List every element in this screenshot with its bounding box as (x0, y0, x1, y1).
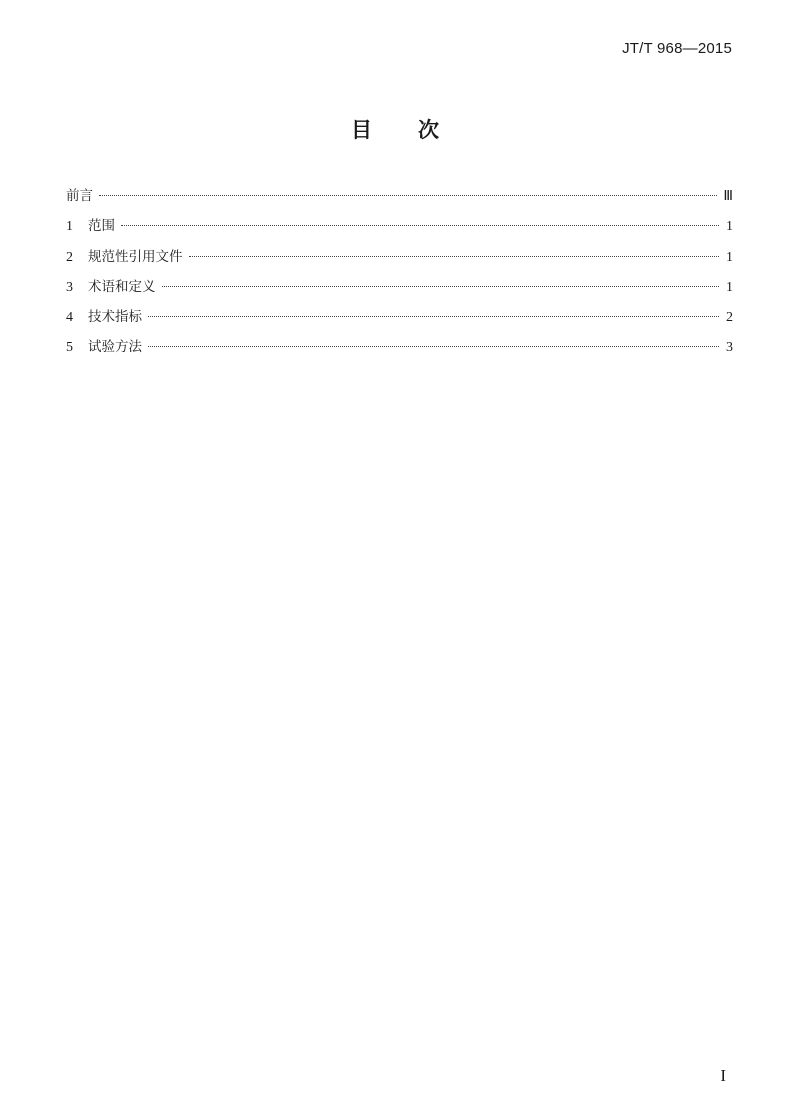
toc-entry-page: 3 (726, 340, 733, 356)
toc-title: 目次 (351, 118, 485, 142)
toc-entry-page: 1 (726, 279, 733, 295)
toc-dot-leader (99, 195, 717, 196)
toc-entry-label: 前言 (66, 188, 93, 204)
toc-entry-label: 术语和定义 (88, 278, 156, 295)
toc-entry-label: 规范性引用文件 (88, 248, 183, 265)
toc-entry-page: 1 (726, 219, 733, 235)
toc-dot-leader (148, 316, 719, 317)
toc-entry-number: 5 (66, 340, 73, 356)
toc-dot-leader (162, 286, 720, 287)
toc-entry-page: 1 (726, 249, 733, 265)
table-of-contents (66, 184, 733, 366)
toc-entry-label: 范围 (88, 218, 115, 235)
toc-entry-page: Ⅲ (723, 189, 733, 204)
toc-entry-terms-definitions[interactable] (66, 275, 733, 305)
toc-dot-leader (121, 225, 719, 226)
toc-entry-label: 技术指标 (88, 309, 142, 326)
toc-entry-technical-indicators[interactable] (66, 305, 733, 335)
toc-entry-number: 1 (66, 219, 73, 235)
toc-entry-test-methods[interactable] (66, 335, 733, 365)
toc-dot-leader (189, 256, 720, 257)
toc-entry-scope[interactable] (66, 214, 733, 244)
toc-entry-number: 2 (66, 249, 73, 265)
toc-entry-label: 试验方法 (88, 339, 142, 356)
toc-entry-number: 4 (66, 310, 73, 326)
toc-entry-normative-references[interactable] (66, 245, 733, 275)
toc-entry-page: 2 (726, 310, 733, 326)
toc-entry-number: 3 (66, 279, 73, 295)
toc-entry-foreword[interactable] (66, 184, 733, 214)
page-number: I (720, 1066, 726, 1085)
standard-code: JT/T 968—2015 (622, 40, 732, 57)
toc-dot-leader (148, 346, 719, 347)
